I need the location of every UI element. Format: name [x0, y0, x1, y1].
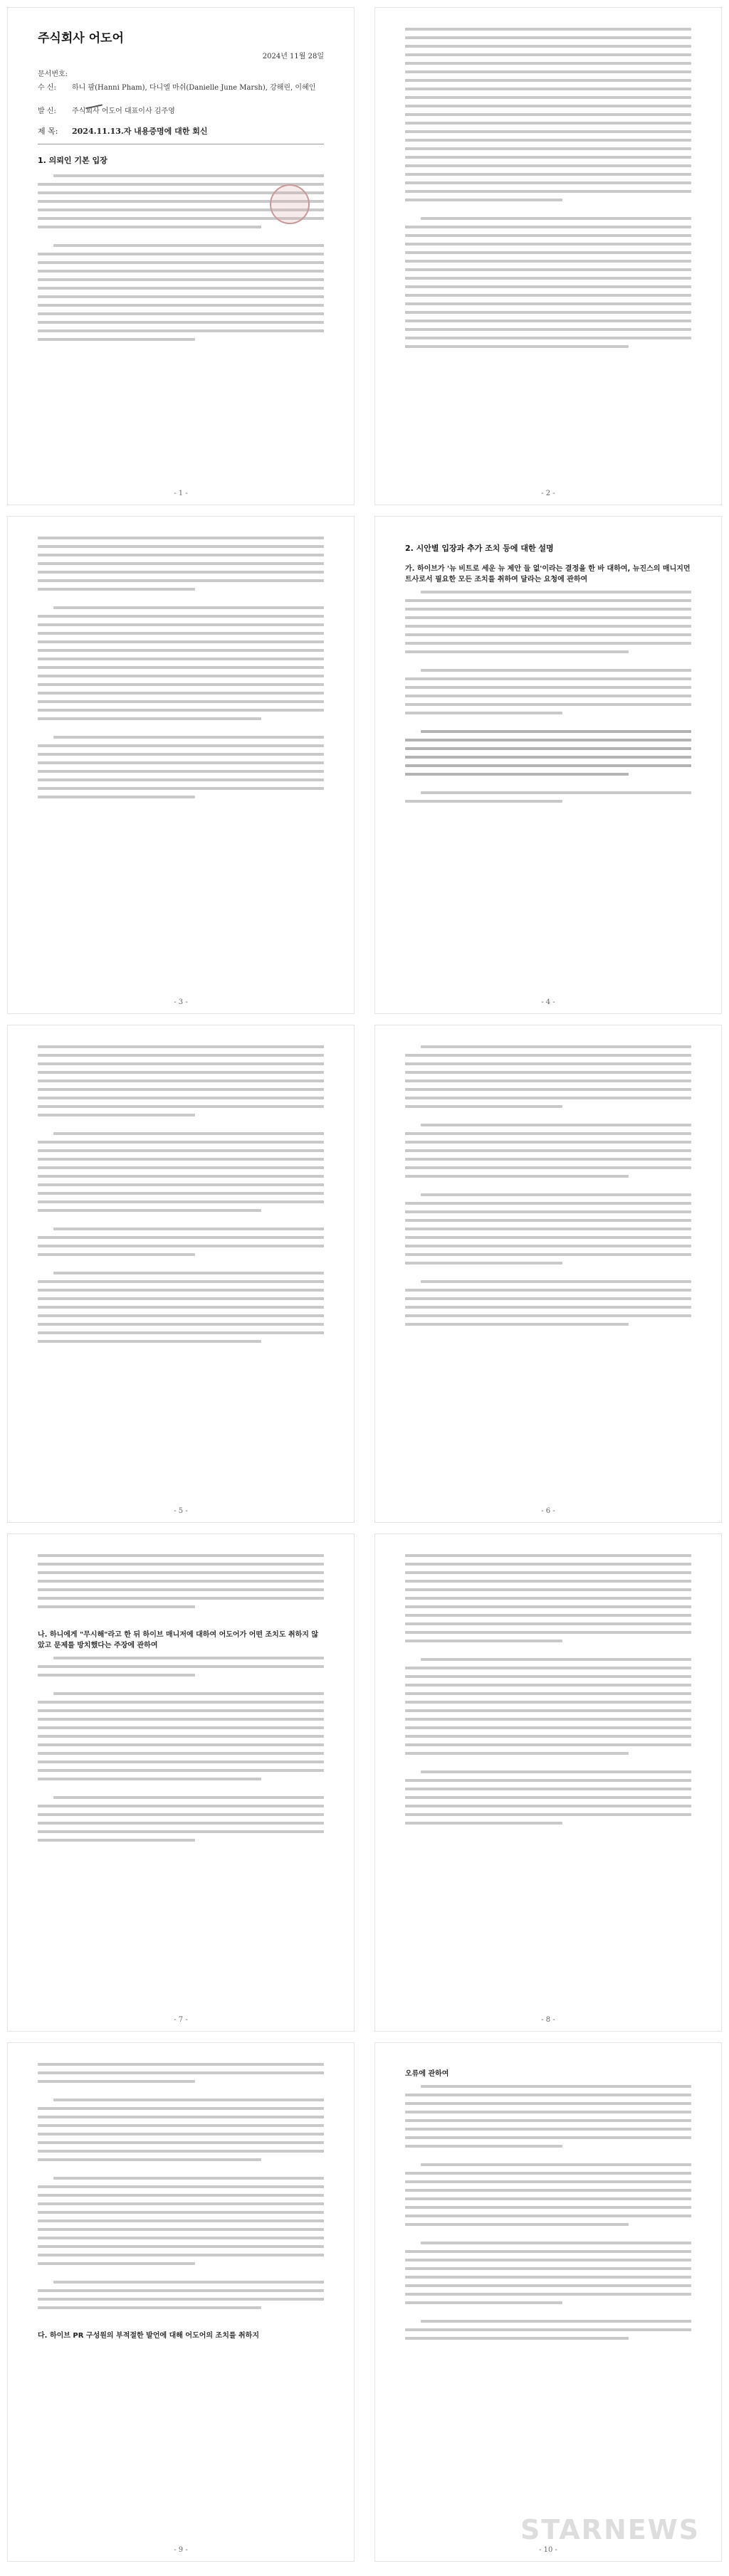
- page-number: - 1 -: [174, 490, 188, 497]
- page-1: [7, 7, 355, 505]
- page-3: [7, 516, 355, 1014]
- document-date: 2024년 11월 28일: [262, 53, 324, 60]
- section-2-a-heading: 가. 하이브가 '뉴 비트로 세운 뉴 제안 들 없'이라는 결정을 한 바 대하여, 뉴진스의 매니지먼트사로서 필요한 모든 조치를 취하여 달라는 요청에 관하여: [405, 565, 691, 584]
- page-number: - 3 -: [174, 998, 188, 1006]
- sender-value: 주식회사 어도어 대표이사 김주영: [72, 107, 175, 115]
- page-number: - 4 -: [541, 998, 555, 1006]
- section-1-heading: 1. 의뢰인 기본 입장: [38, 156, 107, 165]
- section-2-d-heading: 오류에 관하여: [405, 2070, 449, 2078]
- page-row-3: [0, 1025, 729, 1523]
- starnews-watermark: STARNEWS: [520, 2514, 700, 2545]
- doc-number-label: 문서번호:: [38, 70, 68, 78]
- page-8: [374, 1534, 722, 2032]
- sender-label: 발 신:: [38, 107, 56, 115]
- page-4: [374, 516, 722, 1014]
- page-10: [374, 2042, 722, 2562]
- page-2: [374, 7, 722, 505]
- page-row-1: [0, 7, 729, 505]
- subject-label: 제 목:: [38, 127, 58, 136]
- recipient-value: 하니 팜(Hanni Pham), 다니엘 마쉬(Danielle June Marsh), 강해린, 이혜인: [72, 84, 316, 92]
- page-number: - 6 -: [541, 1507, 555, 1515]
- page-number: - 8 -: [541, 2016, 555, 2024]
- page-9: [7, 2042, 355, 2562]
- page-number: - 10 -: [539, 2546, 557, 2554]
- page-number: - 5 -: [174, 1507, 188, 1515]
- sender-line: [38, 105, 324, 115]
- page-number: - 7 -: [174, 2016, 188, 2024]
- document-title: 주식회사 어도어: [38, 31, 124, 46]
- subject-value: 2024.11.13.자 내용증명에 대한 회신: [72, 127, 208, 136]
- page-number: - 9 -: [174, 2546, 188, 2554]
- company-seal-icon: [270, 184, 310, 224]
- section-2-b-heading: 나. 하니에게 "무시해"라고 한 뒤 하이브 매니저에 대하여 어도어가 어떤 조치도 취하지 않았고 문제를 방치했다는 주장에 관하여: [38, 1631, 319, 1649]
- section-2-heading: 2. 시안별 입장과 추가 조치 등에 대한 설명: [405, 544, 554, 553]
- page-row-2: [0, 516, 729, 1014]
- recipient-label: 수 신:: [38, 84, 56, 92]
- doc-number-line: [38, 68, 324, 78]
- page-5: [7, 1025, 355, 1523]
- page-7: [7, 1534, 355, 2032]
- section-2-c-heading: 다. 하이브 PR 구성원의 부적절한 발언에 대해 어도어의 조치를 취하지: [38, 2332, 259, 2340]
- page-6: [374, 1025, 722, 1523]
- page-row-5: [0, 2042, 729, 2562]
- recipient-line: [38, 81, 324, 92]
- subject-line: [38, 125, 324, 137]
- page-row-4: [0, 1534, 729, 2032]
- page-number: - 2 -: [541, 490, 555, 497]
